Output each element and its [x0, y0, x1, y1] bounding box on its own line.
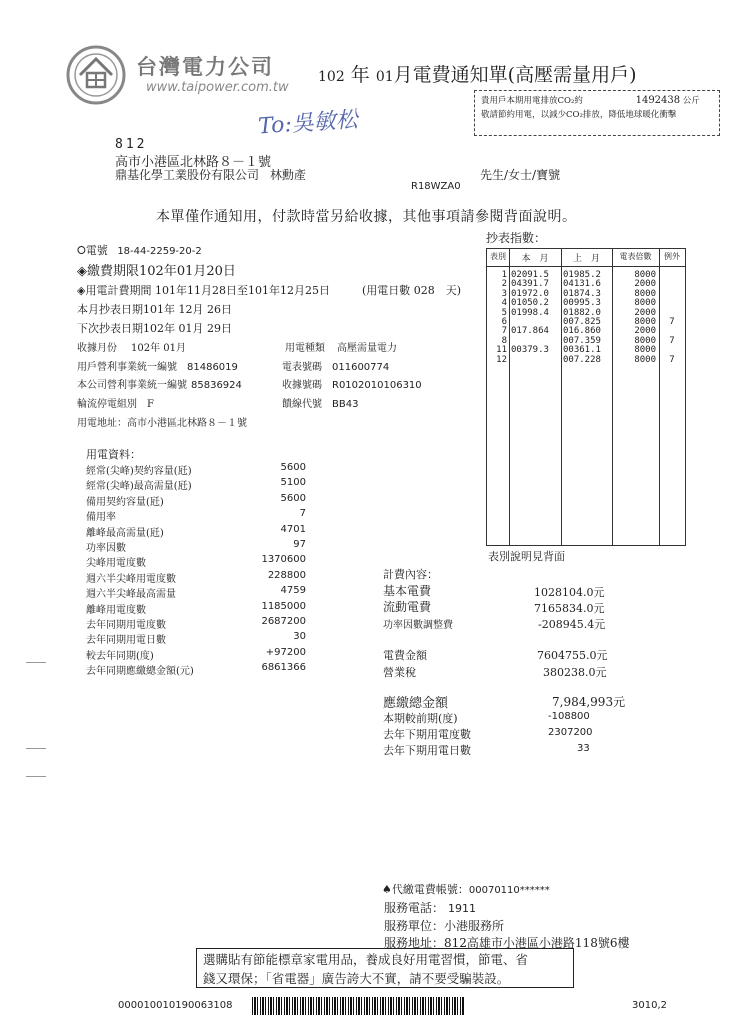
- elec-type-row: [285, 339, 397, 354]
- co2-notice-box: [474, 90, 720, 136]
- usage-row-value: 1185000: [261, 600, 306, 612]
- meter-cell-previous: 00361.1: [563, 345, 601, 356]
- circle-icon: ⭘: [77, 244, 86, 257]
- meter-cell-previous: 007.825: [563, 317, 601, 327]
- meter-cell-previous: 007.359: [563, 335, 601, 346]
- pf-fee: -208945.4元: [538, 618, 606, 631]
- usage-row-label: 去年同期應繳總金額(元): [86, 666, 194, 678]
- usage-row-value: +97200: [265, 646, 306, 658]
- meter-cell-type: 11: [496, 345, 507, 356]
- period-label: 用電計費期間: [85, 284, 152, 297]
- usage-row-label: 備用契約容量(瓩): [86, 496, 164, 508]
- meter-cell-type: 12: [496, 354, 507, 365]
- meter-cell-exc: 7: [669, 317, 675, 327]
- usage-row-value: 5600: [280, 462, 306, 473]
- co2-value: 1492438: [635, 95, 681, 106]
- meter-cell-type: 8: [501, 335, 507, 346]
- meter-cell-previous: 007.228: [563, 354, 601, 365]
- read-date-row: [77, 301, 232, 317]
- barcode-suffix: 3010,2: [632, 1000, 667, 1011]
- deadline-label: 繳費期限: [87, 264, 140, 279]
- user-taxid-row: [77, 358, 238, 373]
- title-year-suffix: 年: [350, 64, 370, 86]
- usage-row-label: 尖峰用電度數: [86, 558, 146, 570]
- phone-row: [384, 899, 476, 916]
- energy-saving-notice: [196, 948, 574, 988]
- company-website: www.taipower.com.tw: [146, 80, 289, 95]
- title-month: 01: [375, 69, 394, 85]
- notice-line-2: 錢又環保；「省電器」廣告誇大不實，請不要受騙裝設。: [203, 971, 510, 986]
- vs-prev-label: 本期較前期(度): [383, 712, 458, 725]
- meter-cell-previous: 00995.3: [563, 298, 601, 309]
- tax: 380238.0元: [543, 666, 607, 679]
- scan-mark: [26, 748, 46, 749]
- diamond-icon: ◈: [77, 264, 87, 279]
- meter-cell-previous: 01874.3: [563, 288, 601, 299]
- meter-row: [487, 356, 685, 365]
- usage-title: 用電資料：: [86, 448, 141, 461]
- service-address: 高市小港區北林路８－１號: [127, 418, 247, 429]
- meter-header-current: 本 月: [521, 254, 549, 264]
- ly-next-label: 去年下期用電度數: [383, 728, 471, 741]
- elec-type: 高壓需量電力: [337, 343, 397, 354]
- phone-label: 服務電話：: [384, 901, 445, 915]
- usage-row-value: 1370600: [261, 554, 306, 566]
- meter-cell-exc: 7: [669, 354, 675, 365]
- next-read-row: [77, 320, 232, 336]
- total-label: 應繳總金額: [383, 696, 449, 711]
- meter-row: [487, 299, 685, 308]
- meter-cell-type: 4: [501, 298, 507, 309]
- usage-row-value: 5100: [280, 477, 306, 489]
- meter-cell-mult: 8000: [634, 298, 656, 309]
- customer-contact: 林勳產: [270, 168, 307, 182]
- meter-cell-mult: 2000: [634, 326, 656, 337]
- usage-row-value: 4701: [280, 523, 306, 535]
- autopay-row: [382, 881, 550, 897]
- user-taxid-label: 用戶營利事業統一編號: [77, 362, 177, 373]
- meter-cell-mult: 8000: [634, 335, 656, 346]
- usage-row-label: 較去年同期(度): [86, 650, 154, 662]
- receipt-no-label: 收據號碼: [282, 380, 322, 391]
- co2-line2: 敬請節約用電，以減少CO₂排放，降低地球暖化衝擊: [481, 110, 677, 120]
- charges-title: 計費內容：: [383, 568, 438, 581]
- meter-no-label: 電表號碼: [282, 362, 322, 373]
- meter-cell-current: 01998.4: [511, 307, 549, 318]
- meter-cell-current: 00379.3: [511, 345, 549, 356]
- meter-cell-previous: 04131.6: [563, 279, 601, 290]
- group-value: F: [147, 399, 154, 410]
- usage-row-label: 去年同期用電度數: [86, 620, 166, 631]
- company-name: 台灣電力公司: [136, 54, 274, 79]
- company-taxid: 85836924: [191, 380, 242, 391]
- usage-row-value: 97: [293, 539, 306, 550]
- group-row: [77, 395, 154, 410]
- usage-row-value: 4759: [280, 585, 306, 597]
- ly-next: 2307200: [548, 727, 593, 738]
- co2-unit: 公斤: [682, 96, 700, 106]
- meter-cell-current: 01050.2: [511, 298, 549, 309]
- meter-table: [486, 248, 686, 546]
- ly-next-days: 33: [577, 743, 590, 754]
- service-address-label: 用電地址：: [77, 418, 127, 429]
- meter-cell-type: 1: [501, 270, 507, 280]
- mailing-address: 高市小港區北林路８－１號: [115, 155, 272, 170]
- usage-row-value: 228800: [267, 569, 306, 581]
- meter-row: [487, 346, 685, 355]
- usage-row-value: 2687200: [261, 616, 306, 627]
- meter-cell-mult: 2000: [634, 307, 656, 318]
- company-taxid-row: [77, 376, 242, 391]
- title-year: 102: [318, 69, 345, 85]
- read-date-label: 本月抄表日期: [77, 303, 143, 316]
- account-number-label: 電號: [85, 244, 108, 257]
- meter-no: 011600774: [332, 362, 390, 373]
- service-address-row: [77, 414, 247, 429]
- meter-no-row: [282, 358, 389, 373]
- meter-cell-current: 02091.5: [511, 270, 549, 280]
- meter-cell-type: 7: [501, 326, 507, 337]
- user-taxid: 81486019: [187, 362, 238, 373]
- basic-fee-label: 基本電費: [383, 584, 432, 598]
- autopay-label: 代繳電費帳號：: [391, 883, 469, 896]
- deadline-value: 102年01月20日: [139, 264, 236, 279]
- meter-header-type: 表別: [490, 252, 506, 261]
- meter-cell-mult: 2000: [634, 279, 656, 290]
- receipt-no-row: [282, 376, 422, 391]
- meter-title: 抄表指數：: [486, 231, 547, 245]
- usage-row-label: 備用率: [86, 512, 116, 524]
- meter-header-exception: 例外: [664, 252, 680, 261]
- meter-cell-exc: 7: [669, 335, 675, 346]
- office: 小港服務所: [444, 919, 505, 933]
- usage-row-value: 30: [293, 631, 306, 643]
- title-rest: 月電費通知單(高壓需量用戶): [393, 64, 637, 86]
- usage-row-value: 7: [299, 508, 306, 520]
- meter-note: 表別說明見背面: [488, 550, 565, 563]
- usage-row-label: 離峰用電度數: [86, 604, 146, 616]
- feeder: BB43: [332, 399, 359, 410]
- phone: 1911: [448, 902, 477, 915]
- barcode-number: 000010010190063108: [118, 1000, 233, 1011]
- meter-cell-mult: 8000: [634, 354, 656, 365]
- amount-label: 電費金額: [383, 649, 427, 662]
- autopay-account: 00070110******: [468, 885, 550, 896]
- meter-cell-type: 3: [501, 288, 507, 299]
- next-read: 102年 01月 29日: [143, 322, 232, 335]
- usage-row-label: 週六半尖峰用電度數: [86, 573, 176, 585]
- meter-cell-current: 04391.7: [511, 279, 549, 290]
- bill-month-row: [77, 339, 186, 354]
- usage-row-value: 5600: [280, 492, 306, 504]
- usage-row-label: 去年同期用電日數: [86, 635, 166, 647]
- meter-cell-previous: 01985.2: [563, 270, 601, 280]
- account-number: 18-44-2259-20-2: [117, 246, 202, 257]
- flow-fee: 7165834.0元: [534, 602, 605, 615]
- usage-row-label: 離峰最高需量(瓩): [86, 527, 164, 539]
- usage-row-value: 6861366: [261, 662, 306, 674]
- billing-days: (用電日數 028 天): [362, 284, 462, 297]
- ly-next-days-label: 去年下期用電日數: [383, 744, 471, 757]
- meter-cell-type: 2: [501, 279, 507, 290]
- meter-cell-previous: 01882.0: [563, 307, 601, 318]
- usage-row-label: 經常(尖峰)契約容量(瓩): [86, 466, 192, 477]
- notice-line-1: 選購貼有節能標章家電用品，養成良好用電習慣，節電、省: [203, 952, 529, 967]
- amount: 7604755.0元: [537, 649, 608, 662]
- meter-header-multiplier: 電表倍數: [619, 252, 652, 261]
- page-title: [318, 60, 637, 87]
- scan-mark: [26, 776, 46, 777]
- postal-code: 812: [115, 137, 148, 152]
- meter-cell-mult: 8000: [634, 288, 656, 299]
- meter-cell-previous: 016.860: [563, 326, 601, 337]
- meter-cell-type: 5: [501, 307, 507, 318]
- next-read-label: 下次抄表日期: [77, 322, 143, 335]
- meter-cell-current: 01972.0: [511, 288, 549, 299]
- routing-code: R18WZA0: [411, 181, 461, 192]
- customer-company: 鼎基化學工業股份有限公司: [115, 168, 260, 182]
- meter-cell-mult: 8000: [634, 345, 656, 356]
- deadline-row: [77, 260, 236, 279]
- notice-line: 本單僅作通知用，付款時當另給收據，其他事項請參閱背面說明。: [156, 209, 577, 225]
- pf-fee-label: 功率因數調整費: [383, 620, 453, 631]
- usage-row-label: 經常(尖峰)最高需量(瓩): [86, 481, 192, 493]
- office-label: 服務單位：: [384, 919, 445, 933]
- salutation: 先生/女士/寶號: [480, 168, 561, 182]
- account-number-row: [77, 242, 202, 258]
- receipt-no: R0102010106310: [332, 380, 422, 391]
- office-address-label: 服務地址：: [384, 936, 445, 950]
- spade-icon: ♠: [382, 883, 392, 896]
- diamond-icon: ◈: [77, 284, 86, 297]
- handwritten-note: To:吳敏松: [257, 107, 359, 140]
- meter-header-previous: 上 月: [572, 254, 600, 264]
- usage-row-label: 週六半尖峰最高需量: [86, 589, 176, 601]
- meter-cell-mult: 8000: [634, 317, 656, 327]
- period-value: 101年11月28日至101年12月25日: [154, 284, 330, 297]
- meter-cell-type: 6: [501, 317, 507, 327]
- bill-month-label: 收據月份: [77, 343, 117, 354]
- read-date: 101年 12月 26日: [143, 303, 232, 316]
- company-taxid-label: 本公司營利事業統一編號: [77, 380, 187, 391]
- taipower-logo: [66, 45, 126, 105]
- tax-label: 營業稅: [383, 666, 416, 679]
- meter-cell-mult: 8000: [634, 270, 656, 280]
- office-address: 812高雄市小港區小港路118號6樓: [444, 936, 630, 950]
- office-row: [384, 917, 504, 934]
- scan-mark: [26, 662, 46, 663]
- barcode-image: [252, 997, 464, 1015]
- total-amount: 7,984,993元: [552, 695, 626, 709]
- feeder-row: [282, 395, 358, 410]
- billing-period-row: [77, 282, 330, 298]
- flow-fee-label: 流動電費: [383, 600, 432, 614]
- usage-row-label: 功率因數: [86, 543, 126, 554]
- meter-cell-current: 017.864: [511, 326, 549, 337]
- bill-month: 102年 01月: [131, 343, 186, 354]
- feeder-label: 饋線代號: [282, 399, 322, 410]
- group-label: 輪流停電組別: [77, 399, 137, 410]
- co2-line1-prefix: 貴用戶本期用電排放CO₂約: [481, 96, 583, 106]
- vs-prev: -108800: [548, 711, 590, 722]
- basic-fee: 1028104.0元: [534, 586, 605, 599]
- elec-type-label: 用電種類: [285, 343, 325, 354]
